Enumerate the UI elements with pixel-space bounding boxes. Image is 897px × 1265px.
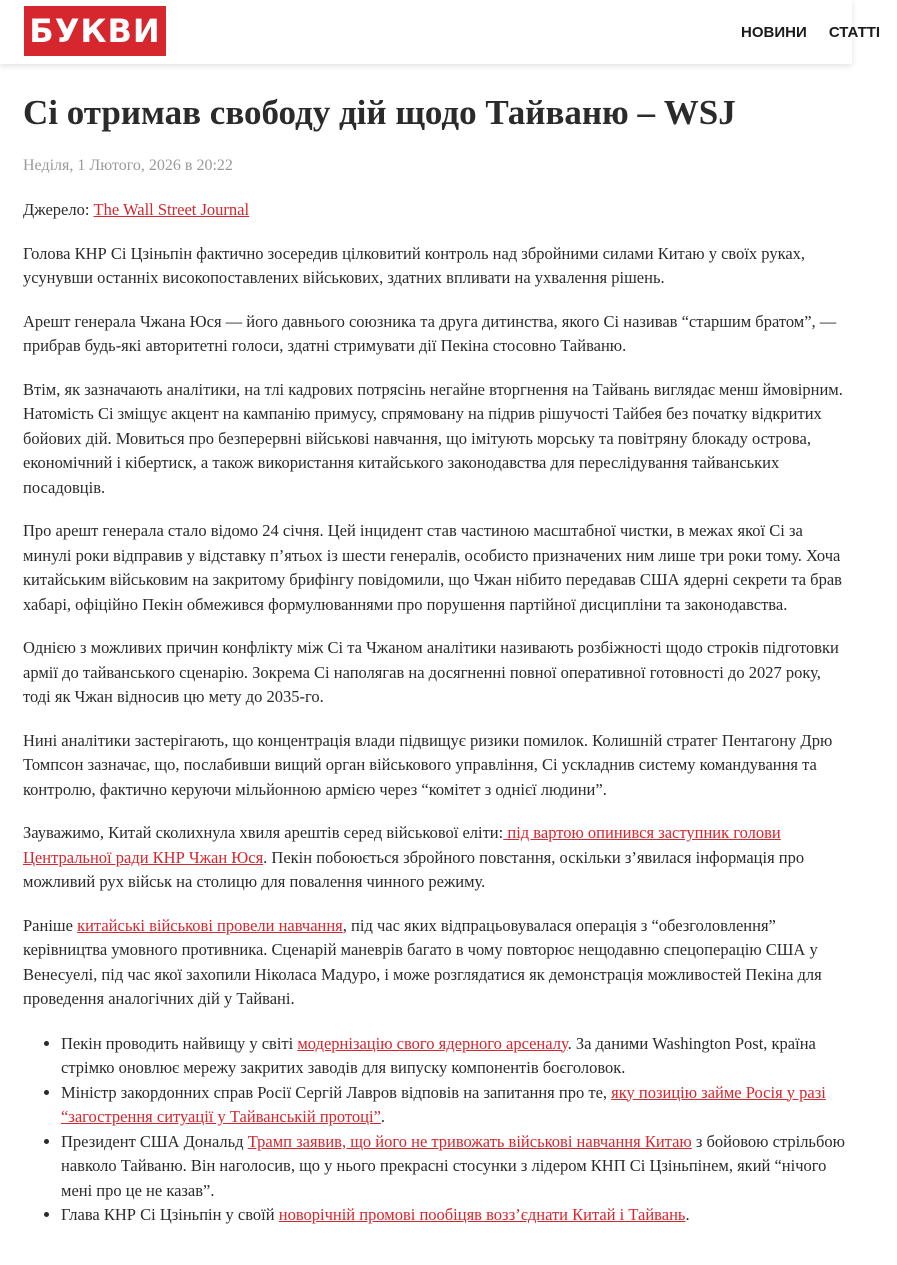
article-title: Сі отримав свободу дій щодо Тайваню – WSJ — [23, 93, 736, 132]
paragraph-8-text: Раніше — [23, 915, 78, 935]
source-line — [23, 198, 845, 223]
paragraph-7-text: Зауважимо, Китай сколихнула хвиля арештів серед військової еліти: — [23, 823, 504, 842]
main-nav — [741, 22, 897, 41]
list-item-text: Президент США Дональд — [61, 1131, 248, 1151]
paragraph-8 — [23, 914, 845, 1012]
list-item — [61, 1203, 845, 1228]
list-item-text-end: . — [685, 1205, 690, 1224]
nav-item-articles[interactable]: СТАТТІ — [828, 24, 881, 41]
list-item-text-end: . — [380, 1107, 386, 1126]
related-list — [23, 1032, 845, 1228]
list-item — [61, 1032, 845, 1081]
nav-item-news[interactable]: НОВИНИ — [741, 24, 807, 41]
list-item-text-end: з бойовою стрільбою навколо Тайваню. Він наголосив, що у нього прекрасні стосунки з лідером КНП Сі Цзіньпінем, який “нічого мені про це не казав”. — [61, 1131, 845, 1200]
paragraph-8-text-end: , під час яких відпрацьовувалася операція з “обезголовлення” керівництва умовного противника. Сценарій маневрів багато в чому повторює нещодавню спецоперацію США у Венесуелі, під час якої захопили Ніколаса Мадуро, і може розглядатися як демонстрація можливостей Пекіна для проведення аналогічних дій у Тайвані. — [23, 915, 822, 1008]
paragraph-6: Нині аналітики застерігають, що концентрація влади підвищує ризики помилок. Колишній стратег Пентагону Дрю Томпсон зазначає, що, послабивши вищий орган військового управління, Сі ускладнив систему командування та контролю, фактично керуючи мільйонною армією через “комітет з однієї людини”. — [23, 730, 833, 799]
source-link[interactable]: The Wall Street Journal — [93, 200, 250, 219]
site-logo[interactable]: БУКВИ — [24, 6, 166, 56]
drills-link[interactable]: китайські військові провели навчання — [77, 915, 343, 935]
paragraph-5: Однією з можливих причин конфлікту між Сі та Чжаном аналітики називають розбіжності щодо строків підготовки армії до тайванського сценарію. Зокрема Сі наполягав на досягненні повної оперативної готовності до 2027 року, тоді як Чжан відносив цю мету до 2035-го. — [23, 638, 839, 706]
paragraph-2: Арешт генерала Чжана Юся — його давнього союзника та друга дитинства, якого Сі називав “старшим братом”, — прибрав будь-які авторитетні голоси, здатні стримувати дії Пекіна стосовно Тайваню. — [23, 311, 837, 355]
paragraph-4: Про арешт генерала стало відомо 24 січня. Цей інцидент став частиною масштабної чистки, в межах якої Сі за минулі роки відправив у відставку п’ятьох із шести генералів, особисто призначених ним лише три роки тому. Хоча китайським військовим на закритому брифінгу повідомили, що Чжан нібито передавав США ядерні секрети та брав хабарі, офіційно Пекін обмежився формулюваннями про порушення партійної дисципліни та законодавства. — [23, 521, 842, 614]
list-item — [61, 1081, 845, 1130]
source-label: Джерело: — [23, 200, 94, 219]
article-date: Неділя, 1 Лютого, 2026 в 20:22 — [23, 157, 233, 174]
list-item-text: Пекін проводить найвищу у світі — [61, 1033, 298, 1053]
article — [0, 91, 845, 1228]
paragraph-7 — [23, 821, 845, 895]
paragraph-3: Втім, як зазначають аналітики, на тлі кадрових потрясінь негайне вторгнення на Тайвань виглядає менш ймовірним. Натомість Сі зміщує акцент на кампанію примусу, спрямовану на підрив рішучості Тайбея без початку відкритих бойових дій. Мовиться про безперервні військові навчання, що імітують морську та повітряну блокаду острова, економічний і кібертиск, а також використання китайського законодавства для переслідування тайванських посадовців. — [23, 379, 843, 497]
trump-statement-link[interactable]: Трамп заявив, що його не тривожать військові навчання Китаю — [247, 1131, 692, 1151]
nuclear-arsenal-link[interactable]: модернізацію свого ядерного арсеналу — [297, 1033, 568, 1053]
paragraph-7-text-end: . Пекін побоюється збройного повстання, оскільки з’явилася інформація про можливий рух військ на столицю для повалення чинного режиму. — [23, 847, 805, 891]
arrest-link[interactable]: під вартою опинився заступник голови Центральної ради КНР Чжан Юся — [23, 823, 781, 867]
list-item-text: Глава КНР Сі Цзіньпін у своїй — [61, 1205, 279, 1224]
site-header — [0, 0, 881, 64]
list-item — [61, 1130, 845, 1204]
new-year-speech-link[interactable]: новорічній промові пообіцяв возз’єднати Китай і Тайвань — [278, 1205, 686, 1224]
list-item-text-end: . За даними Washington Post, країна стрімко оновлює мережу закритих заводів для випуску компонентів боєголовок. — [61, 1033, 816, 1077]
list-item-text: Міністр закордонних справ Росії Сергій Лавров відповів на запитання про те, — [61, 1082, 612, 1102]
paragraph-1: Голова КНР Сі Цзіньпін фактично зосередив цілковитий контроль над збройними силами Китаю у своїх руках, усунувши останніх високопоставлених військових, здатних впливати на ухвалення рішень. — [23, 243, 806, 287]
russia-position-link[interactable]: яку позицію займе Росія у разі “загострення ситуації у Тайванській протоці” — [61, 1082, 826, 1126]
